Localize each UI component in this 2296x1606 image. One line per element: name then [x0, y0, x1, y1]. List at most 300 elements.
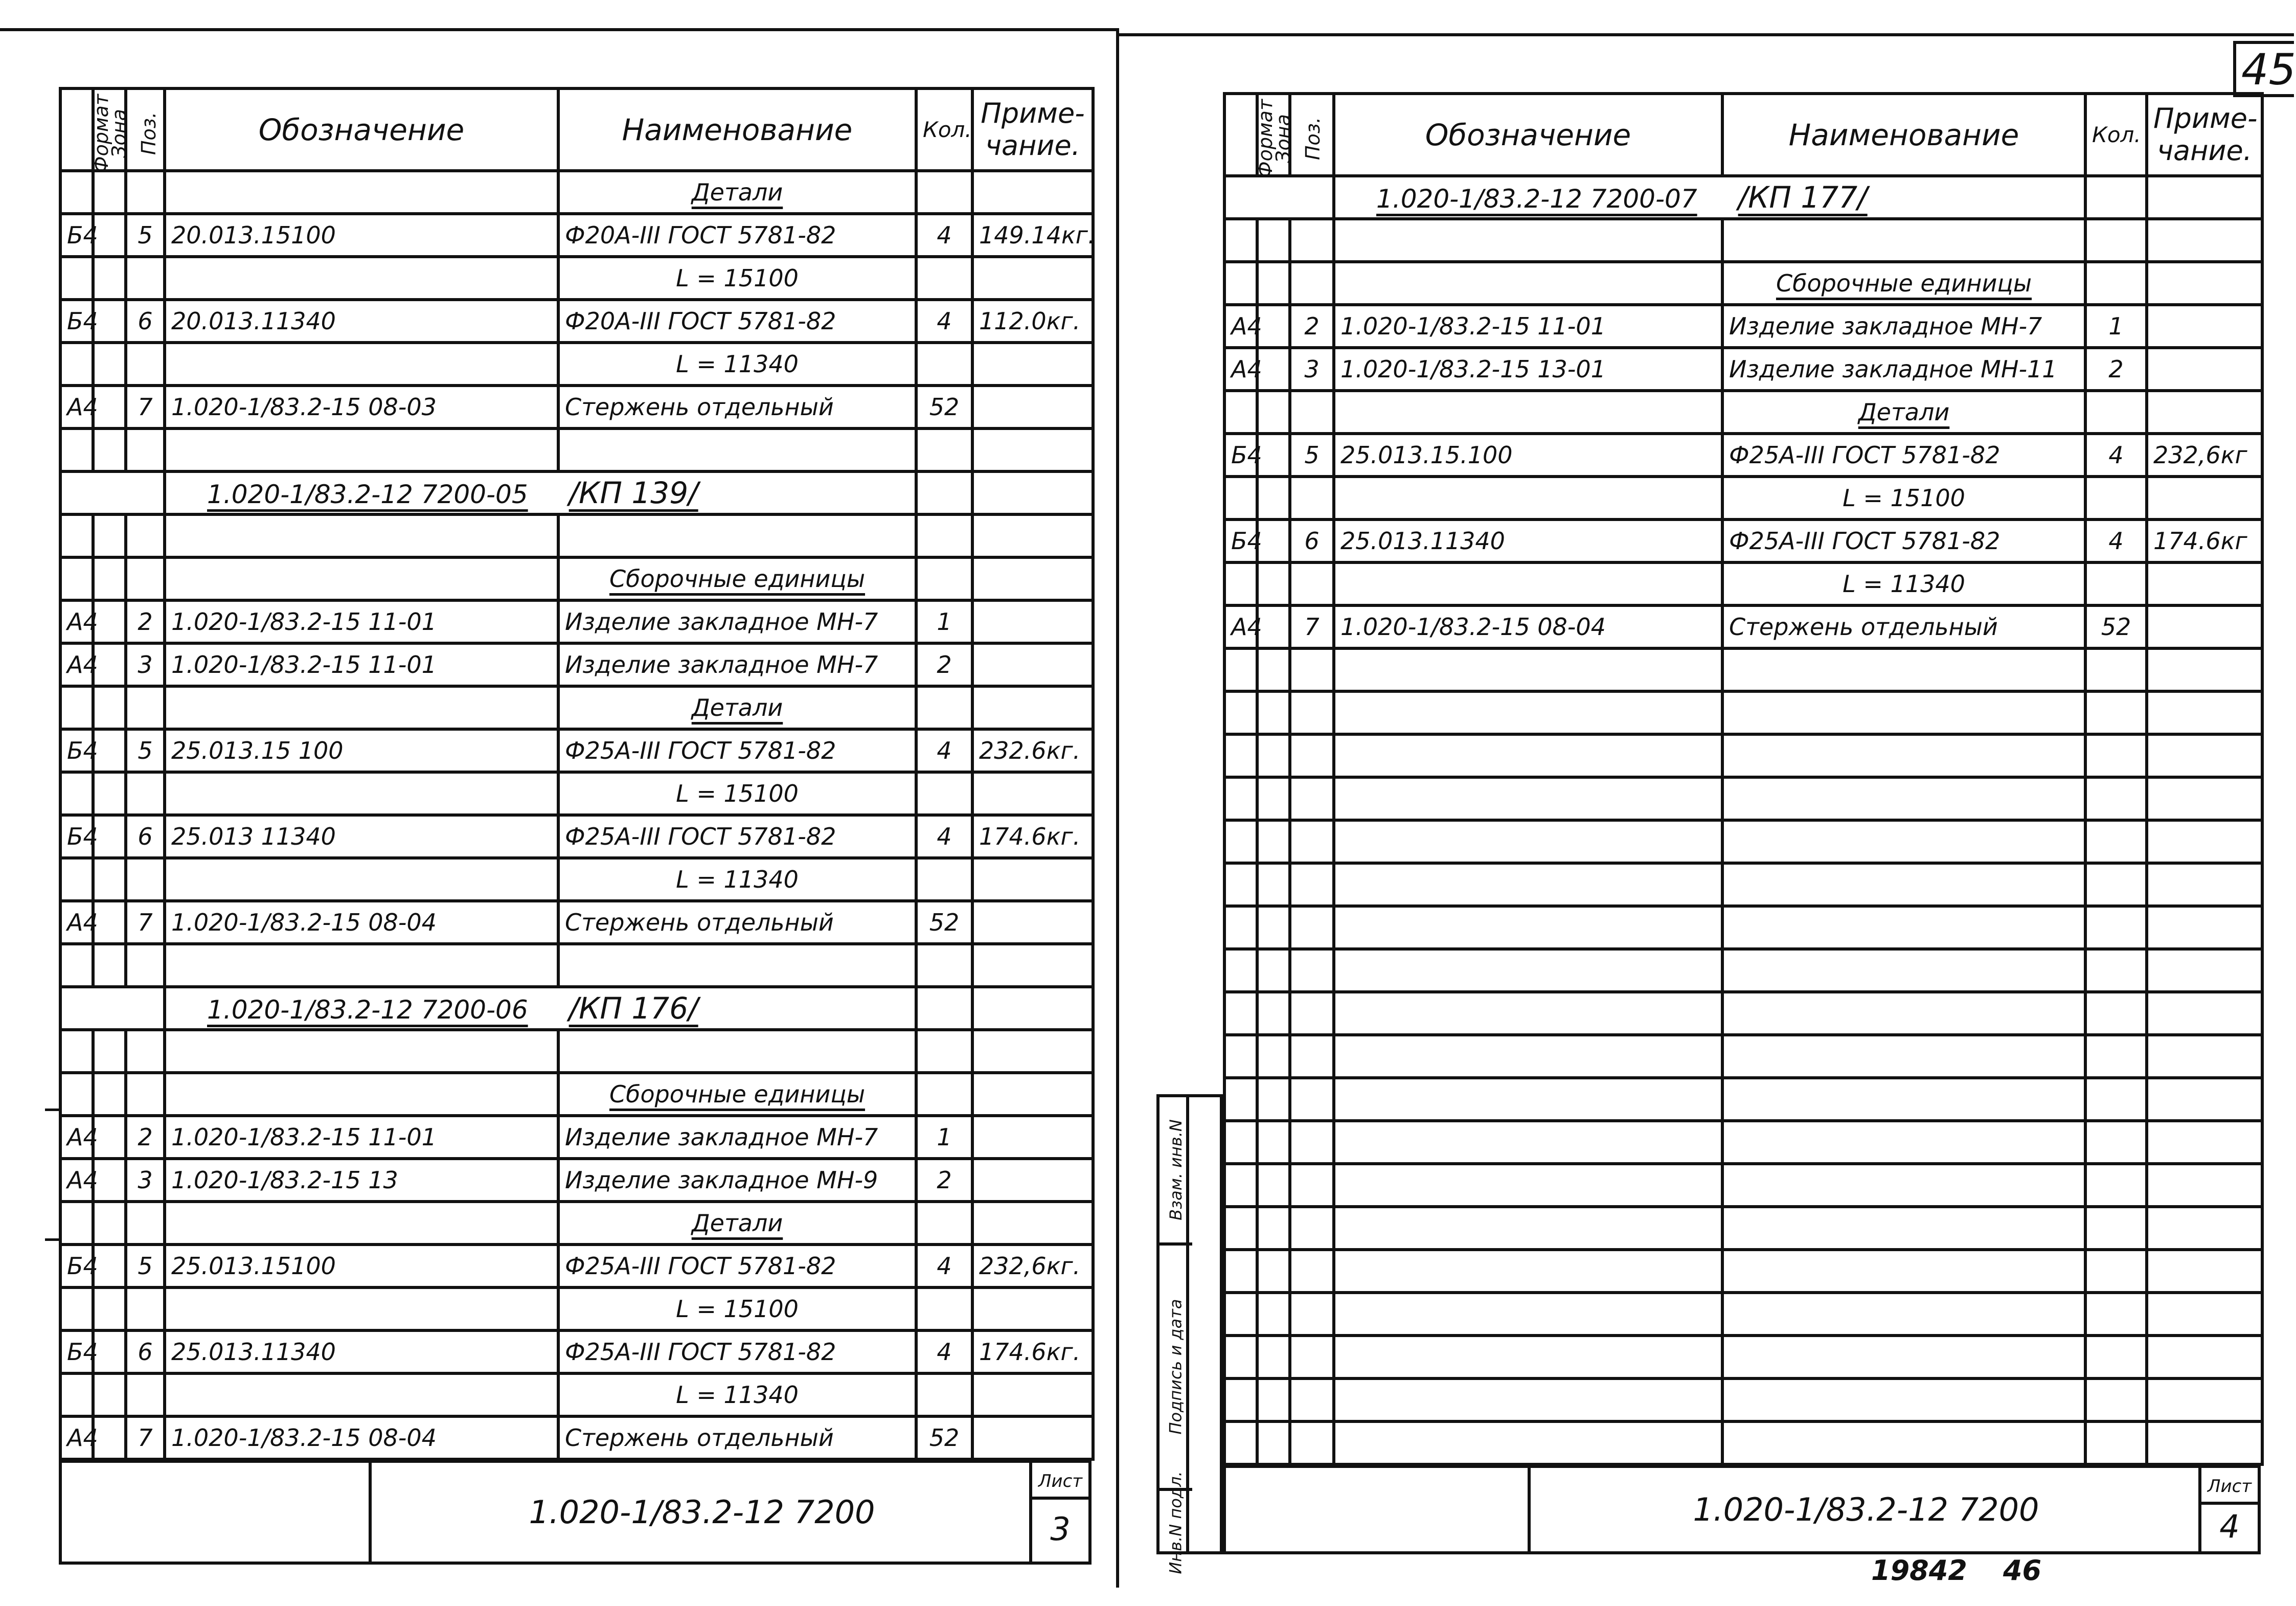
name-cell: Детали	[1722, 391, 2085, 434]
note-cell	[2147, 1336, 2262, 1378]
format-cell: Б4	[60, 729, 93, 772]
archive-page: 46	[2003, 1554, 2042, 1587]
designation-cell: 1.020-1/83.2-15 11-01	[165, 1116, 558, 1159]
designation-cell	[1334, 477, 1722, 519]
name-cell	[1722, 734, 2085, 777]
name-cell	[1722, 863, 2085, 906]
qty-cell	[2085, 777, 2147, 820]
format-cell: А4	[60, 600, 93, 643]
qty-cell	[2085, 949, 2147, 992]
sign-date-cell: Подпись и дата	[1160, 1246, 1192, 1491]
zone-cell	[1257, 1250, 1290, 1293]
pos-cell: 6	[126, 300, 165, 343]
zone-cell	[93, 1202, 126, 1245]
note-cell	[972, 1373, 1093, 1416]
table-row	[60, 1159, 1093, 1202]
name-cell	[1722, 648, 2085, 691]
note-cell	[972, 428, 1093, 471]
designation-header: Обозначение	[165, 88, 558, 171]
zone-cell	[1257, 1035, 1290, 1078]
note-cell	[2147, 348, 2262, 391]
designation-cell	[1334, 262, 1722, 305]
name-cell	[1722, 906, 2085, 949]
designation-cell	[1334, 1421, 1722, 1464]
table-row	[1224, 562, 2262, 605]
table-row	[60, 1373, 1093, 1416]
table-row	[1224, 434, 2262, 477]
qty-cell: 1	[916, 1116, 972, 1159]
designation-header: Обозначение	[1334, 94, 1722, 176]
table-row	[60, 214, 1093, 257]
zone-cell	[93, 514, 126, 557]
archive-number	[1871, 1554, 2077, 1587]
note-cell	[2147, 1207, 2262, 1250]
note-cell	[2147, 176, 2262, 219]
right-specification-table	[1223, 92, 2264, 1466]
format-cell	[1224, 1293, 1257, 1336]
format-cell	[1224, 777, 1257, 820]
name-cell: L = 11340	[558, 858, 916, 901]
table-row	[1224, 1164, 2262, 1207]
qty-cell	[2085, 992, 2147, 1035]
note-cell	[972, 858, 1093, 901]
designation-cell	[165, 1030, 558, 1073]
kp-code: /КП 176/	[569, 991, 698, 1026]
format-cell	[60, 858, 93, 901]
name-cell: Стержень отдельный	[558, 901, 916, 944]
pos-cell	[126, 171, 165, 214]
reference-code: 1.020-1/83.2-12 7200-07	[1376, 184, 1697, 214]
table-row	[1224, 777, 2262, 820]
table-row	[60, 1116, 1093, 1159]
zone-cell	[1257, 1121, 1290, 1164]
table-header-row	[1224, 94, 2262, 176]
format-cell	[60, 686, 93, 729]
name-cell: Изделие закладное МН-7	[1722, 305, 2085, 348]
table-row	[60, 343, 1093, 386]
pos-cell: 3	[126, 643, 165, 686]
note-cell	[972, 901, 1093, 944]
pos-cell	[126, 686, 165, 729]
pos-cell: 5	[1290, 434, 1334, 477]
name-cell: Ф25А-III ГОСТ 5781-82	[558, 729, 916, 772]
name-cell: Изделие закладное МН-11	[1722, 348, 2085, 391]
pos-cell	[126, 428, 165, 471]
side-approval-stamp	[1156, 1094, 1223, 1574]
name-cell: L = 15100	[1722, 477, 2085, 519]
name-cell	[1722, 1336, 2085, 1378]
qty-cell	[916, 428, 972, 471]
pos-cell	[1290, 1378, 1334, 1421]
note-cell	[972, 257, 1093, 300]
designation-cell	[165, 343, 558, 386]
format-cell	[1224, 1035, 1257, 1078]
table-row	[1224, 820, 2262, 863]
table-row	[60, 944, 1093, 987]
note-cell	[972, 514, 1093, 557]
pos-cell	[126, 343, 165, 386]
pos-cell	[1290, 1078, 1334, 1121]
name-cell	[1722, 949, 2085, 992]
table-row	[60, 428, 1093, 471]
note-cell	[972, 343, 1093, 386]
qty-cell	[2085, 648, 2147, 691]
format-cell: Б4	[1224, 434, 1257, 477]
qty-cell	[916, 471, 972, 514]
zone-cell	[1257, 1336, 1290, 1378]
note-cell	[2147, 605, 2262, 648]
kp-code: /КП 177/	[1738, 180, 1868, 215]
note-cell	[2147, 562, 2262, 605]
format-cell	[1224, 992, 1257, 1035]
table-row	[1224, 1336, 2262, 1378]
zone-cell	[93, 557, 126, 600]
designation-cell: 1.020-1/83.2-15 13	[165, 1159, 558, 1202]
margin-tick	[45, 1238, 60, 1241]
table-row	[1224, 262, 2262, 305]
format-cell: А4	[60, 1159, 93, 1202]
format-cell	[60, 1202, 93, 1245]
format-cell	[60, 171, 93, 214]
pos-cell: 5	[126, 214, 165, 257]
name-cell: Ф20А-III ГОСТ 5781-82	[558, 214, 916, 257]
note-cell: 174.6кг	[2147, 519, 2262, 562]
name-cell: Изделие закладное МН-7	[558, 643, 916, 686]
pos-cell: 5	[126, 729, 165, 772]
table-row	[60, 815, 1093, 858]
note-cell	[972, 1116, 1093, 1159]
designation-cell	[1334, 1250, 1722, 1293]
format-cell: А4	[1224, 605, 1257, 648]
zone-cell	[93, 428, 126, 471]
name-cell	[558, 944, 916, 987]
table-row	[1224, 906, 2262, 949]
pos-cell	[126, 1287, 165, 1330]
format-cell	[1224, 1121, 1257, 1164]
name-cell	[1722, 1250, 2085, 1293]
note-cell	[2147, 391, 2262, 434]
format-cell	[1224, 820, 1257, 863]
pos-cell	[1290, 906, 1334, 949]
designation-cell	[1334, 1078, 1722, 1121]
designation-cell	[165, 171, 558, 214]
qty-cell	[2085, 1250, 2147, 1293]
pos-cell	[1290, 1207, 1334, 1250]
format-cell	[1224, 949, 1257, 992]
designation-cell	[165, 1202, 558, 1245]
designation-cell: 25.013.11340	[1334, 519, 1722, 562]
format-cell	[1224, 906, 1257, 949]
pos-cell	[1290, 949, 1334, 992]
zone-cell	[1257, 648, 1290, 691]
pos-cell: 6	[1290, 519, 1334, 562]
designation-cell	[1334, 992, 1722, 1035]
format-cell: Б4	[60, 1245, 93, 1287]
table-row	[1224, 391, 2262, 434]
note-cell	[972, 557, 1093, 600]
table-row	[60, 171, 1093, 214]
name-cell	[558, 514, 916, 557]
format-cell	[1224, 1378, 1257, 1421]
zone-cell	[1257, 219, 1290, 262]
table-row	[60, 1287, 1093, 1330]
note-cell	[972, 1202, 1093, 1245]
table-row	[60, 1073, 1093, 1116]
pos-cell	[126, 257, 165, 300]
designation-cell	[1334, 820, 1722, 863]
name-cell: L = 15100	[558, 1287, 916, 1330]
qty-cell: 2	[916, 1159, 972, 1202]
note-cell	[2147, 219, 2262, 262]
table-row	[60, 901, 1093, 944]
designation-cell	[1334, 949, 1722, 992]
format-cell	[1224, 1078, 1257, 1121]
designation-cell	[165, 1373, 558, 1416]
qty-cell	[916, 514, 972, 557]
note-cell	[972, 171, 1093, 214]
pos-cell: 7	[1290, 605, 1334, 648]
qty-cell	[2085, 1378, 2147, 1421]
qty-cell: 4	[916, 1245, 972, 1287]
table-row	[1224, 348, 2262, 391]
zone-cell	[1257, 1207, 1290, 1250]
name-cell: Ф25А-III ГОСТ 5781-82	[558, 815, 916, 858]
note-cell	[972, 1287, 1093, 1330]
table-row	[60, 729, 1093, 772]
note-cell	[2147, 734, 2262, 777]
table-row	[1224, 1421, 2262, 1464]
qty-cell	[2085, 1336, 2147, 1378]
table-row	[60, 858, 1093, 901]
note-cell	[2147, 906, 2262, 949]
pos-header: Поз.	[126, 88, 165, 171]
note-cell: 174.6кг.	[972, 1330, 1093, 1373]
zone-cell	[1257, 391, 1290, 434]
qty-cell: 4	[916, 1330, 972, 1373]
format-cell: А4	[60, 386, 93, 428]
format-cell: А4	[1224, 305, 1257, 348]
designation-cell	[165, 944, 558, 987]
qty-cell: 2	[916, 643, 972, 686]
designation-cell	[1334, 1207, 1722, 1250]
table-row	[1224, 176, 2262, 219]
format-cell: Б4	[60, 1330, 93, 1373]
note-cell: 232.6кг.	[972, 729, 1093, 772]
qty-cell	[2085, 1121, 2147, 1164]
qty-cell: 4	[916, 729, 972, 772]
table-row	[1224, 1121, 2262, 1164]
qty-cell	[2085, 691, 2147, 734]
left-top-border	[0, 28, 1116, 31]
pos-cell: 6	[126, 815, 165, 858]
zone-cell	[93, 1287, 126, 1330]
qty-cell: 4	[916, 815, 972, 858]
note-cell	[972, 944, 1093, 987]
pos-cell: 7	[126, 1416, 165, 1459]
note-cell	[2147, 820, 2262, 863]
name-cell	[1722, 1207, 2085, 1250]
table-row	[60, 471, 1093, 514]
qty-cell	[916, 557, 972, 600]
right-title-block	[1223, 1465, 2261, 1554]
qty-cell	[916, 1373, 972, 1416]
format-header: Формат	[1224, 94, 1257, 176]
designation-cell	[1334, 1164, 1722, 1207]
name-cell	[1722, 1078, 2085, 1121]
name-cell	[1722, 777, 2085, 820]
name-cell	[1722, 1421, 2085, 1464]
note-cell	[972, 1030, 1093, 1073]
note-cell	[2147, 1164, 2262, 1207]
name-cell	[1722, 1035, 2085, 1078]
format-cell	[60, 343, 93, 386]
name-cell: Ф25А-III ГОСТ 5781-82	[558, 1330, 916, 1373]
zone-cell	[1257, 562, 1290, 605]
table-row	[60, 1202, 1093, 1245]
right-sheet-label: Лист	[2201, 1471, 2258, 1505]
pos-cell: 7	[126, 901, 165, 944]
format-cell: А4	[60, 901, 93, 944]
qty-cell: 4	[2085, 434, 2147, 477]
qty-cell	[2085, 820, 2147, 863]
qty-cell: 2	[2085, 348, 2147, 391]
right-sheet-box	[2198, 1468, 2258, 1551]
name-cell: Сборочные единицы	[558, 557, 916, 600]
zone-cell	[1257, 992, 1290, 1035]
designation-cell: 1.020-1/83.2-15 11-01	[165, 600, 558, 643]
note-cell	[2147, 992, 2262, 1035]
designation-cell	[1334, 219, 1722, 262]
qty-cell	[2085, 734, 2147, 777]
zone-cell	[93, 1373, 126, 1416]
name-cell	[1722, 219, 2085, 262]
format-cell	[60, 1030, 93, 1073]
format-cell	[60, 1287, 93, 1330]
zone-cell	[93, 343, 126, 386]
pos-cell	[1290, 734, 1334, 777]
designation-cell	[1334, 1336, 1722, 1378]
designation-cell: 25.013.11340	[165, 1330, 558, 1373]
document-reference	[165, 471, 916, 514]
pos-cell: 3	[1290, 348, 1334, 391]
pos-cell: 3	[126, 1159, 165, 1202]
name-cell: Ф25А-III ГОСТ 5781-82	[1722, 519, 2085, 562]
note-cell	[2147, 949, 2262, 992]
pos-cell	[126, 1373, 165, 1416]
qty-cell	[2085, 863, 2147, 906]
name-cell: Сборочные единицы	[558, 1073, 916, 1116]
note-cell	[972, 1159, 1093, 1202]
table-row	[60, 514, 1093, 557]
table-row	[1224, 219, 2262, 262]
format-cell	[1224, 219, 1257, 262]
qty-cell	[916, 987, 972, 1030]
name-cell	[1722, 1164, 2085, 1207]
name-cell	[1722, 1378, 2085, 1421]
zone-cell	[93, 257, 126, 300]
name-cell: Стержень отдельный	[558, 1416, 916, 1459]
table-row	[1224, 863, 2262, 906]
replace-inv-cell: Взам. инв.N	[1160, 1097, 1192, 1246]
document-reference	[1334, 176, 2085, 219]
note-cell	[972, 686, 1093, 729]
qty-cell	[916, 944, 972, 987]
note-cell	[2147, 1078, 2262, 1121]
designation-cell: 20.013.11340	[165, 300, 558, 343]
zone-cell	[1257, 820, 1290, 863]
note-cell	[2147, 477, 2262, 519]
name-cell: L = 11340	[1722, 562, 2085, 605]
format-cell: А4	[60, 643, 93, 686]
qty-cell	[916, 772, 972, 815]
left-title-block	[59, 1460, 1092, 1565]
qty-cell	[916, 171, 972, 214]
designation-cell	[1334, 863, 1722, 906]
note-cell	[2147, 305, 2262, 348]
name-cell: Сборочные единицы	[1722, 262, 2085, 305]
qty-cell	[2085, 391, 2147, 434]
name-cell: Ф20А-III ГОСТ 5781-82	[558, 300, 916, 343]
pos-cell	[1290, 219, 1334, 262]
qty-cell	[916, 1030, 972, 1073]
note-cell	[972, 471, 1093, 514]
qty-cell	[916, 1073, 972, 1116]
sheet-divider	[1116, 28, 1119, 1588]
note-cell: 232,6кг.	[972, 1245, 1093, 1287]
pos-cell	[126, 514, 165, 557]
zone-header: Зона	[1257, 94, 1290, 176]
zone-cell	[1257, 1293, 1290, 1336]
pos-cell	[1290, 777, 1334, 820]
zone-cell	[1257, 949, 1290, 992]
designation-cell	[165, 257, 558, 300]
qty-cell	[2085, 1164, 2147, 1207]
designation-cell	[165, 1287, 558, 1330]
zone-header: Зона	[93, 88, 126, 171]
name-cell: L = 15100	[558, 257, 916, 300]
qty-cell: 52	[916, 901, 972, 944]
zone-cell	[1257, 863, 1290, 906]
note-cell: 112.0кг.	[972, 300, 1093, 343]
designation-cell: 1.020-1/83.2-15 08-03	[165, 386, 558, 428]
table-row	[1224, 1207, 2262, 1250]
qty-cell	[2085, 477, 2147, 519]
name-cell: Детали	[558, 171, 916, 214]
zone-cell	[93, 1073, 126, 1116]
designation-cell: 1.020-1/83.2-15 11-01	[165, 643, 558, 686]
pos-cell	[126, 557, 165, 600]
qty-cell: 1	[2085, 305, 2147, 348]
name-cell: Детали	[558, 686, 916, 729]
note-cell	[2147, 1293, 2262, 1336]
note-cell	[2147, 648, 2262, 691]
format-cell: Б4	[60, 815, 93, 858]
note-cell	[2147, 262, 2262, 305]
right-sheet-number: 4	[2219, 1508, 2240, 1545]
qty-cell	[2085, 1207, 2147, 1250]
designation-cell: 1.020-1/83.2-15 08-04	[165, 1416, 558, 1459]
name-cell	[1722, 1293, 2085, 1336]
qty-header: Кол.	[916, 88, 972, 171]
format-cell	[1224, 262, 1257, 305]
qty-cell	[2085, 1421, 2147, 1464]
format-cell	[1224, 1164, 1257, 1207]
zone-cell	[1257, 1078, 1290, 1121]
name-cell	[1722, 1121, 2085, 1164]
format-cell	[1224, 734, 1257, 777]
qty-cell	[2085, 176, 2147, 219]
name-cell: L = 11340	[558, 1373, 916, 1416]
